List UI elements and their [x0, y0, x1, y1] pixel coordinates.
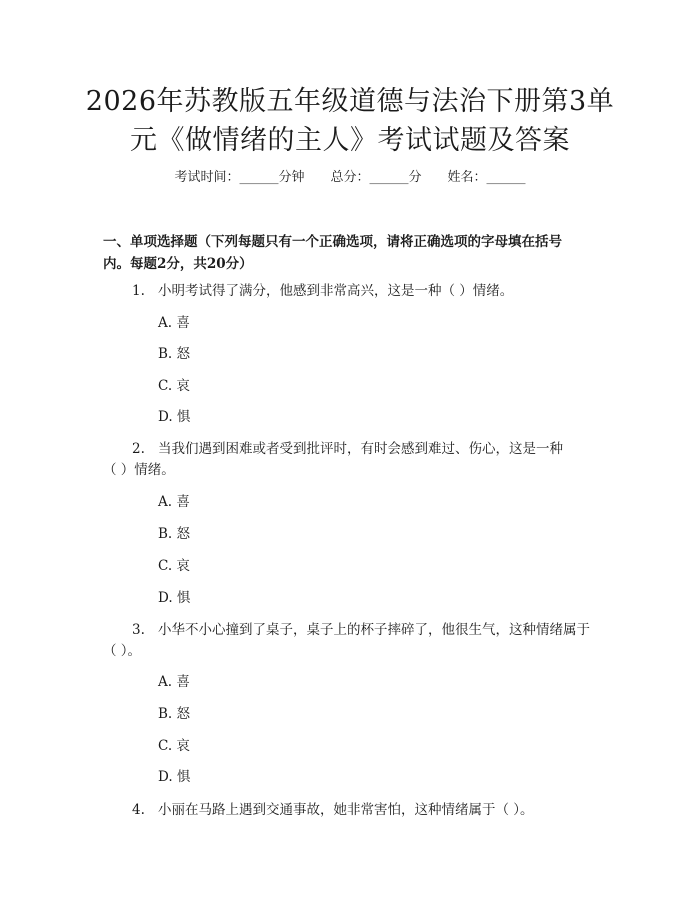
section-heading-line2: 内。每题2分，共20分）	[103, 256, 253, 272]
question-3-option-c: C. 哀	[158, 738, 190, 754]
question-3-number: 3.	[132, 622, 145, 638]
question-2-text-line1: 当我们遇到困难或者受到批评时，有时会感到难过、伤心，这是一种	[158, 441, 563, 457]
question-3-option-a: A. 喜	[158, 674, 190, 690]
question-2-option-d: D. 惧	[158, 590, 191, 606]
question-1-option-c: C. 哀	[158, 378, 190, 394]
question-4-text: 小丽在马路上遇到交通事故，她非常害怕，这种情绪属于（ ）。	[158, 802, 534, 818]
exam-time-field: 考试时间：______分钟	[174, 170, 305, 185]
question-2-option-b: B. 怒	[158, 526, 191, 542]
question-3-text-line1: 小华不小心撞到了桌子，桌子上的杯子摔碎了，他很生气，这种情绪属于	[158, 622, 590, 638]
question-3-option-b: B. 怒	[158, 706, 191, 722]
exam-title-line1: 2026年苏教版五年级道德与法治下册第3单	[85, 86, 615, 117]
question-2-number: 2.	[132, 441, 145, 457]
question-1-number: 1.	[132, 283, 145, 299]
question-2-option-c: C. 哀	[158, 558, 190, 574]
exam-meta-line	[0, 168, 700, 188]
question-1-option-d: D. 惧	[158, 409, 191, 425]
total-score-field: 总分：______分	[330, 170, 422, 185]
question-4-number: 4.	[132, 802, 145, 818]
student-name-field: 姓名：______	[447, 170, 526, 185]
question-1-option-b: B. 怒	[158, 346, 191, 362]
question-1-text: 小明考试得了满分，他感到非常高兴，这是一种（ ）情绪。	[158, 283, 514, 299]
question-3-text-line2: （ ）。	[103, 643, 142, 659]
question-1-option-a: A. 喜	[158, 315, 190, 331]
section-heading-line1: 一、单项选择题（下列每题只有一个正确选项，请将正确选项的字母填在括号	[103, 234, 562, 250]
question-3-option-d: D. 惧	[158, 769, 191, 785]
question-2-option-a: A. 喜	[158, 494, 190, 510]
question-2-text-line2: （ ）情绪。	[103, 462, 175, 478]
exam-title-line2: 元《做情绪的主人》考试试题及答案	[130, 125, 570, 156]
